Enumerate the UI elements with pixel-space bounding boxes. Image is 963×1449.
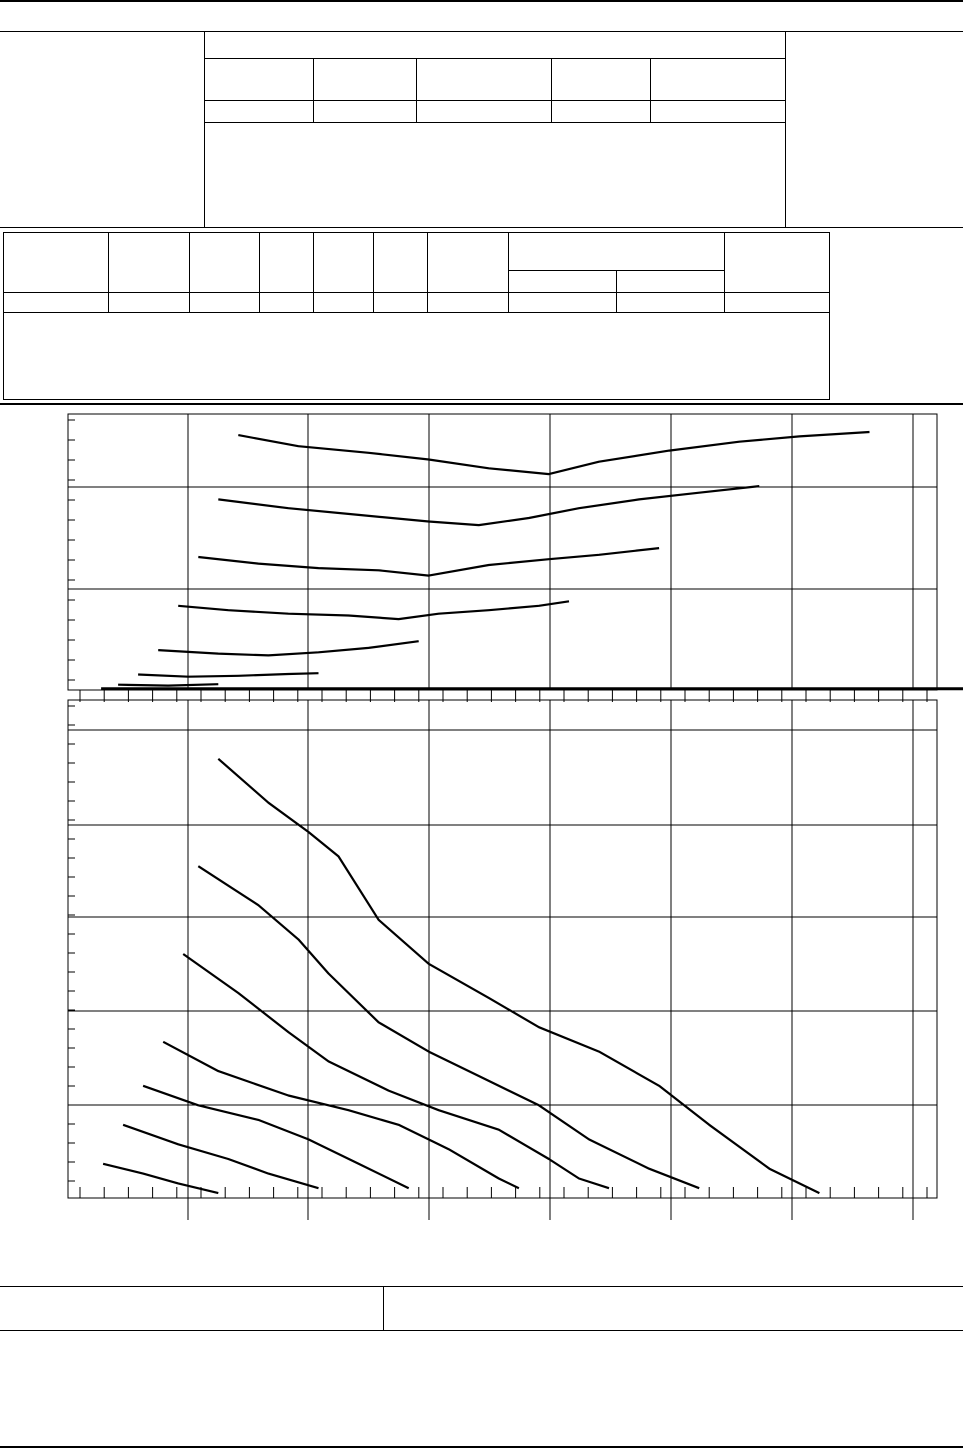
lower-chart-curves	[103, 759, 819, 1193]
lower-frame	[68, 700, 937, 1198]
upper-curve-series-1	[118, 684, 218, 685]
data-table-frame	[3, 232, 830, 400]
lower-curve-series-4	[183, 954, 609, 1188]
data-table-col-4	[313, 232, 314, 312]
upper-curve-series-4	[178, 601, 569, 619]
footer-rule-2	[0, 1330, 963, 1331]
footer-rule-1	[0, 1286, 963, 1287]
data-table-col-3	[259, 232, 260, 312]
performance-chart	[0, 404, 963, 1224]
data-table-col-9	[724, 232, 725, 312]
header-rule-2	[0, 227, 963, 228]
top-rule	[0, 0, 963, 2]
header-right-divider	[785, 31, 786, 227]
header-col-2	[416, 58, 417, 122]
data-table-col-2	[189, 232, 190, 312]
data-table-col-8	[616, 270, 617, 312]
header-col-1	[313, 58, 314, 122]
header-col-4	[650, 58, 651, 122]
upper-curve-series-3	[158, 641, 419, 655]
data-table-col-6	[427, 232, 428, 312]
upper-curve-series-2	[138, 673, 318, 677]
header-row-line-1	[204, 58, 785, 59]
upper-frame	[68, 414, 937, 690]
header-row-line-3	[204, 122, 785, 123]
header-left-divider	[204, 31, 205, 227]
bottom-rule	[0, 1446, 963, 1448]
upper-chart-grid	[68, 414, 937, 690]
upper-curve-series-6	[218, 486, 759, 525]
lower-curve-series-1	[123, 1125, 318, 1188]
lower-curve-series-5	[198, 866, 699, 1188]
lower-curve-series-2	[143, 1086, 409, 1188]
upper-chart-curves	[101, 432, 963, 689]
lower-chart-grid	[68, 690, 937, 1220]
lower-curve-series-0	[103, 1164, 218, 1193]
upper-curve-series-7	[238, 432, 869, 474]
data-table-col-7	[508, 232, 509, 312]
data-table-col-5	[373, 232, 374, 312]
data-table-row-line-3	[3, 312, 830, 313]
lower-curve-series-3	[163, 1042, 519, 1188]
header-row-line-2	[204, 100, 785, 101]
footer-divider	[383, 1286, 384, 1330]
data-table-row-line-2	[3, 292, 830, 293]
header-col-3	[551, 58, 552, 122]
data-table-col-1	[108, 232, 109, 312]
header-rule-1	[0, 31, 963, 32]
